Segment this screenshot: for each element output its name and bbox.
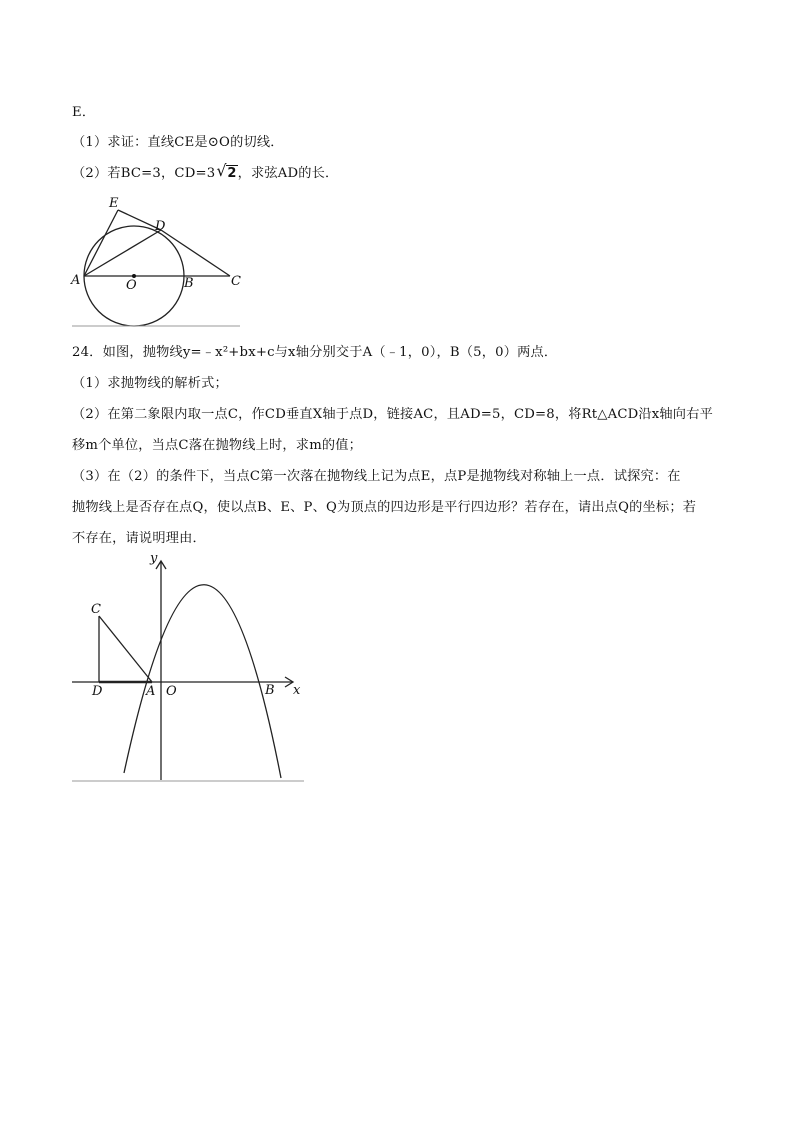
segment-ca [99,616,152,682]
label-d: D [155,219,166,234]
question-23-part-2-suffix: ，求弦AD的长． [237,166,339,181]
label-y-axis: y [150,551,158,566]
label-a-fig2: A [146,684,156,699]
label-c-fig2: C [91,602,101,617]
label-a: A [71,273,81,288]
question-24-part-3-line-3: 不存在，请说明理由． [72,531,206,546]
question-24-part-2-line-2: 移m个单位，当点C落在抛物线上时，求m的值； [72,438,363,453]
question-24-stem: 24．如图，抛物线y=﹣x²+bx+c与x轴分别交于A（﹣1，0），B（5，0）两点． [72,345,558,360]
label-c: C [231,274,241,289]
label-b-fig2: B [265,683,275,698]
label-x-axis: x [293,683,301,698]
label-o: O [126,278,137,293]
label-b: B [184,276,194,291]
label-d-fig2: D [92,684,103,699]
question-24-part-3-line-1: （3）在（2）的条件下，当点C第一次落在抛物线上记为点E，点P是抛物线对称轴上一点．试探究：在 [72,469,681,484]
question-23-part-2-prefix: （2）若BC=3，CD=3 [72,166,216,181]
question-24-part-3-line-2: 抛物线上是否存在点Q，使以点B、E、P、Q为顶点的四边形是平行四边形？若存在，请出点Q的坐标；若 [72,500,697,515]
question-23-part-1: （1）求证：直线CE是⊙O的切线． [72,135,284,150]
radicand: 2 [227,166,237,181]
label-o-fig2: O [166,684,177,699]
label-e: E [109,196,119,211]
question-24-part-2-line-1: （2）在第二象限内取一点C，作CD垂直X轴于点D，链接AC，且AD=5，CD=8，将Rt△ACD沿x轴向右平 [72,407,713,422]
text-line-e: E． [72,105,96,120]
question-24-part-1: （1）求抛物线的解析式； [72,376,228,391]
radical-sign-icon: √ [216,161,227,180]
